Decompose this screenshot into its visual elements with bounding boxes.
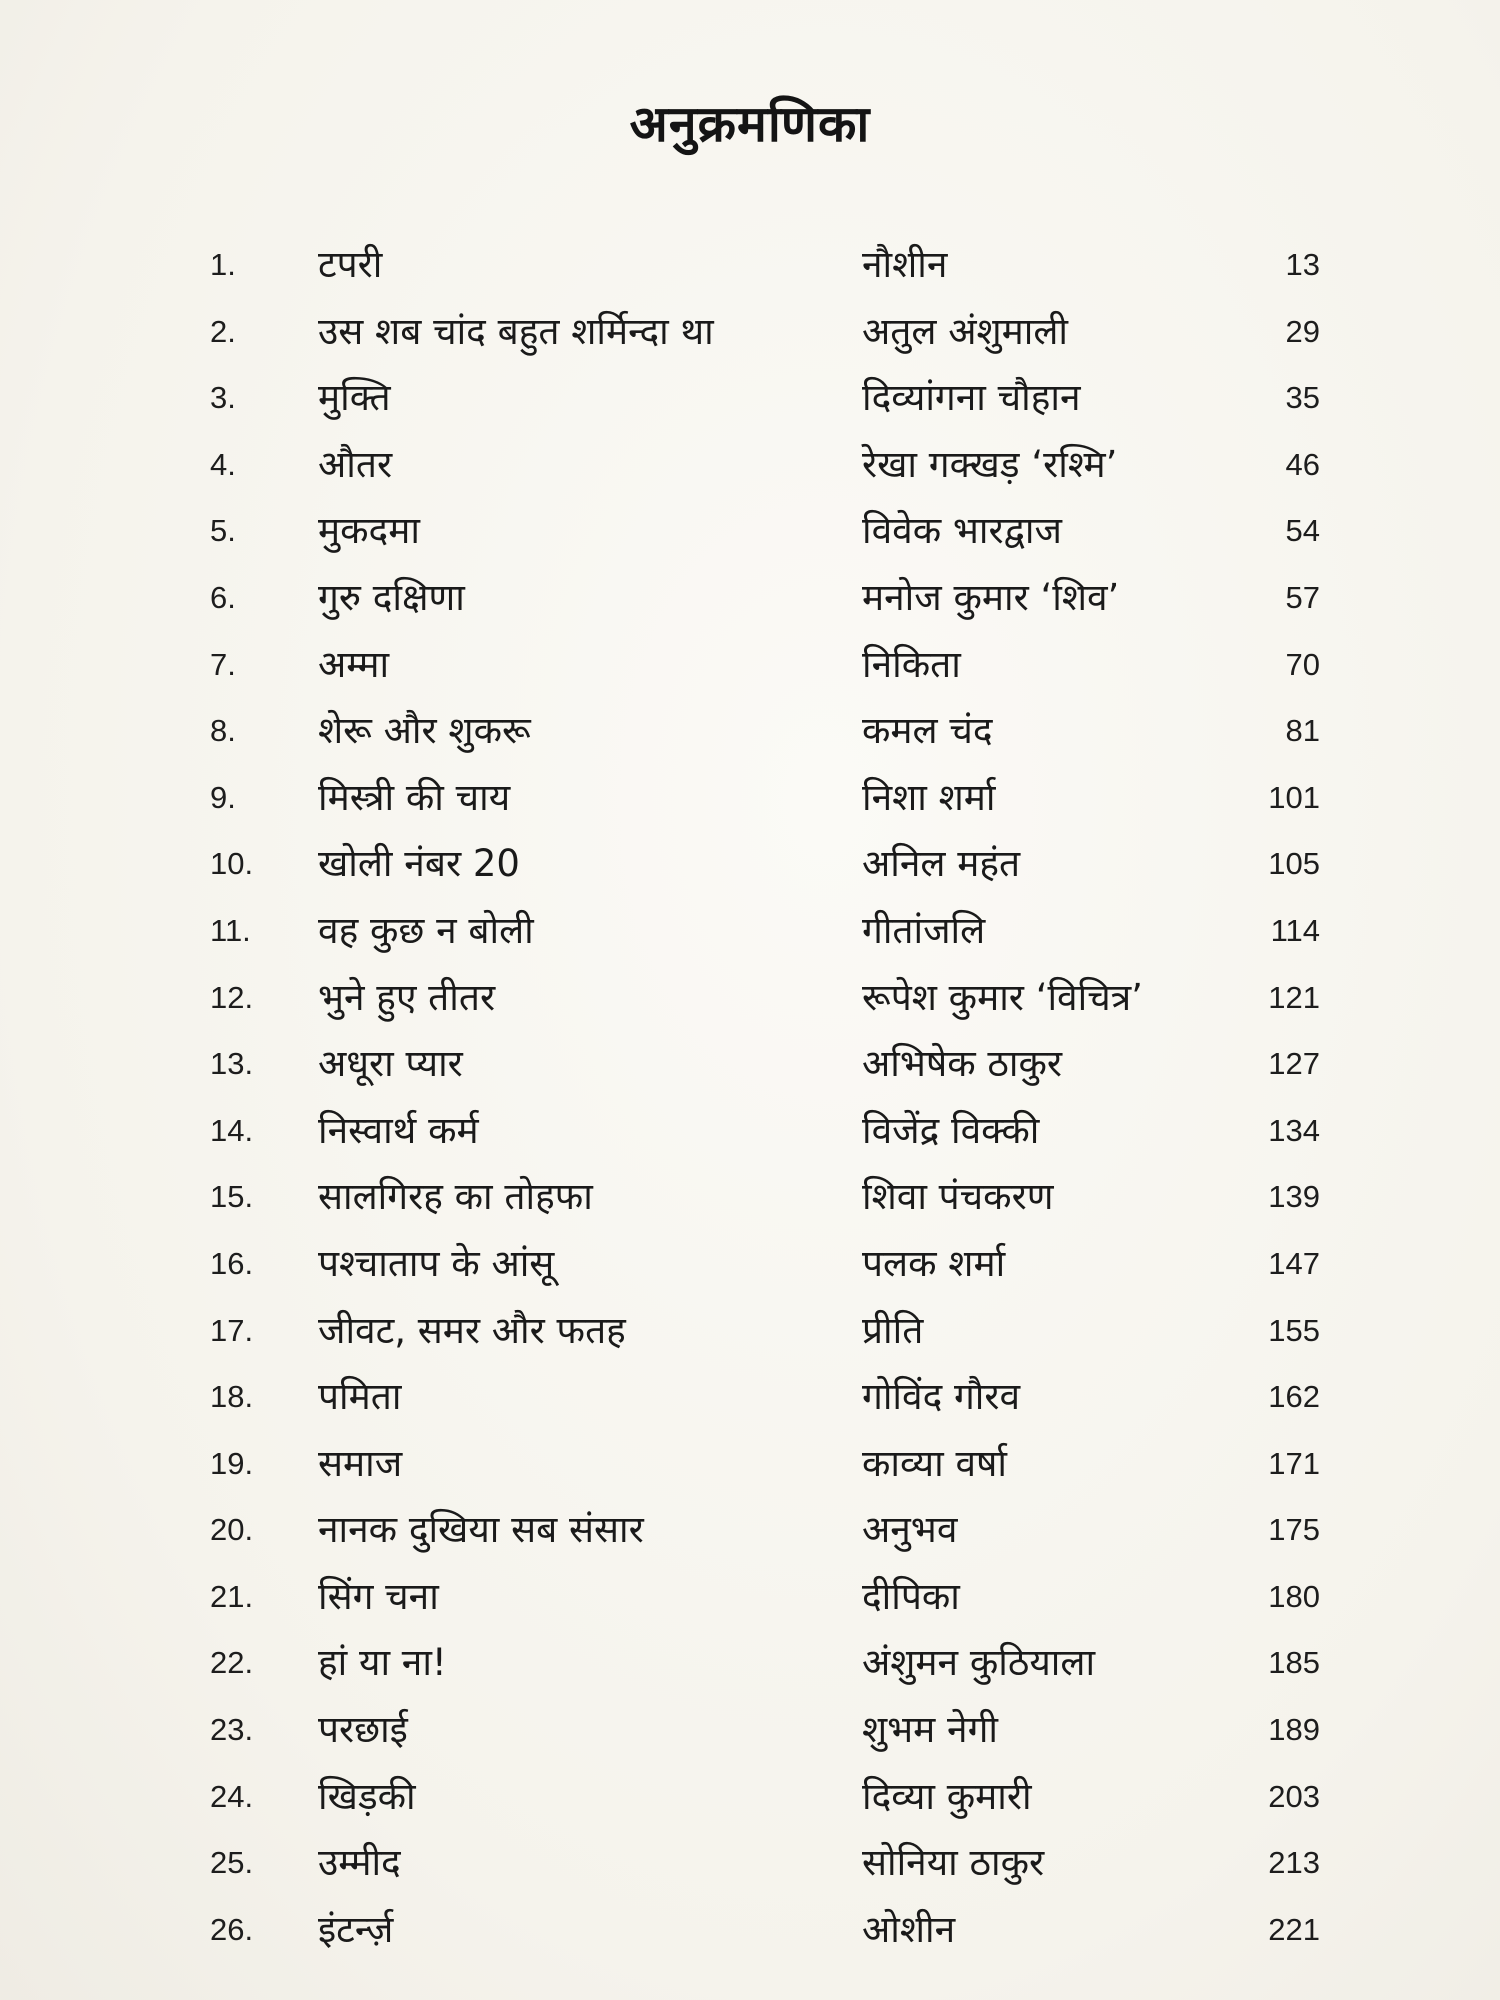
story-title: मिस्त्री की चाय xyxy=(318,775,511,819)
toc-row xyxy=(210,1897,1320,1964)
entry-number: 4. xyxy=(210,446,236,482)
author-name: सोनिया ठाकुर xyxy=(862,1841,1045,1885)
story-title: औतर xyxy=(318,442,393,486)
toc-row xyxy=(210,898,1320,965)
page-number: 221 xyxy=(1268,1911,1320,1947)
page-number: 185 xyxy=(1268,1645,1320,1681)
table-of-contents xyxy=(210,232,1320,1963)
toc-row xyxy=(210,1764,1320,1831)
story-title: उम्मीद xyxy=(318,1841,401,1885)
entry-number: 13. xyxy=(210,1046,254,1082)
page-number: 171 xyxy=(1268,1445,1320,1481)
story-title: सालगिरह का तोहफा xyxy=(318,1175,593,1219)
story-title: गुरु दक्षिणा xyxy=(318,575,465,619)
entry-number: 21. xyxy=(210,1578,254,1614)
author-name: अनिल महंत xyxy=(862,842,1021,886)
toc-row xyxy=(210,565,1320,632)
page-number: 175 xyxy=(1268,1512,1320,1548)
page-number: 29 xyxy=(1285,313,1320,349)
page-number: 13 xyxy=(1285,247,1320,282)
page-number: 134 xyxy=(1268,1112,1320,1148)
entry-number: 3. xyxy=(210,380,236,416)
entry-number: 5. xyxy=(210,513,236,549)
page-number: 101 xyxy=(1268,779,1320,815)
page-number: 54 xyxy=(1285,513,1320,549)
entry-number: 26. xyxy=(210,1911,254,1947)
toc-row xyxy=(210,498,1320,565)
page-number: 180 xyxy=(1268,1578,1320,1614)
page-number: 155 xyxy=(1268,1312,1320,1348)
story-title: टपरी xyxy=(318,243,383,286)
author-name: विजेंद्र विक्की xyxy=(862,1108,1040,1152)
author-name: ओशीन xyxy=(862,1907,956,1951)
story-title: समाज xyxy=(318,1441,403,1485)
story-title: मुक्ति xyxy=(318,376,391,420)
toc-row xyxy=(210,1298,1320,1365)
entry-number: 2. xyxy=(210,313,236,349)
author-name: निकिता xyxy=(862,642,961,686)
entry-number: 25. xyxy=(210,1845,254,1881)
page-number: 105 xyxy=(1268,846,1320,882)
entry-number: 14. xyxy=(210,1112,254,1148)
author-name: कमल चंद xyxy=(862,709,993,753)
toc-row xyxy=(210,698,1320,765)
toc-row xyxy=(210,1431,1320,1498)
story-title: जीवट, समर और फतह xyxy=(318,1308,626,1352)
author-name: अनुभव xyxy=(862,1508,958,1552)
page-number: 35 xyxy=(1285,380,1320,416)
toc-row xyxy=(210,432,1320,499)
entry-number: 17. xyxy=(210,1312,254,1348)
entry-number: 22. xyxy=(210,1645,254,1681)
author-name: दीपिका xyxy=(862,1574,960,1618)
page-number: 203 xyxy=(1268,1778,1320,1814)
toc-row xyxy=(210,365,1320,432)
entry-number: 6. xyxy=(210,579,236,615)
author-name: अंशुमन कुठियाला xyxy=(862,1641,1096,1685)
entry-number: 8. xyxy=(210,713,236,749)
toc-row xyxy=(210,1231,1320,1298)
toc-row xyxy=(210,1364,1320,1431)
page-number: 46 xyxy=(1285,446,1320,482)
toc-row xyxy=(210,965,1320,1032)
page-number: 127 xyxy=(1268,1046,1320,1082)
entry-number: 16. xyxy=(210,1245,254,1281)
author-name: पलक शर्मा xyxy=(862,1241,1006,1285)
toc-row xyxy=(210,1630,1320,1697)
story-title: निस्वार्थ कर्म xyxy=(318,1108,479,1152)
entry-number: 15. xyxy=(210,1179,254,1215)
entry-number: 20. xyxy=(210,1512,254,1548)
page-number: 121 xyxy=(1268,979,1320,1015)
toc-row xyxy=(210,1564,1320,1631)
toc-row xyxy=(210,1164,1320,1231)
entry-number: 24. xyxy=(210,1778,254,1814)
entry-number: 23. xyxy=(210,1712,254,1748)
author-name: दिव्या कुमारी xyxy=(862,1774,1032,1818)
entry-number: 9. xyxy=(210,779,236,815)
story-title: सिंग चना xyxy=(318,1574,439,1618)
story-title: उस शब चांद बहुत शर्मिन्दा था xyxy=(318,309,714,353)
story-title: अम्मा xyxy=(318,642,390,686)
toc-row xyxy=(210,765,1320,832)
author-name: प्रीति xyxy=(862,1308,924,1352)
entry-number: 1. xyxy=(210,247,236,282)
story-title: पमिता xyxy=(318,1375,402,1419)
story-title: खिड़की xyxy=(318,1774,416,1818)
author-name: निशा शर्मा xyxy=(862,775,996,819)
entry-number: 12. xyxy=(210,979,254,1015)
story-title: मुकदमा xyxy=(318,509,420,553)
page-number: 114 xyxy=(1270,912,1320,948)
story-title: खोली नंबर 20 xyxy=(318,842,520,886)
toc-row xyxy=(210,1497,1320,1564)
page-number: 162 xyxy=(1268,1379,1320,1415)
toc-row xyxy=(210,1697,1320,1764)
story-title: अधूरा प्यार xyxy=(318,1042,463,1086)
story-title: शेरू और शुकरू xyxy=(318,709,531,753)
entry-number: 7. xyxy=(210,646,236,682)
story-title: हां या ना! xyxy=(318,1641,447,1685)
page-number: 213 xyxy=(1268,1845,1320,1881)
page-number: 70 xyxy=(1285,646,1320,682)
entry-number: 11. xyxy=(210,912,251,948)
toc-row xyxy=(210,299,1320,366)
author-name: मनोज कुमार ‘शिव’ xyxy=(862,575,1120,619)
entry-number: 18. xyxy=(210,1379,254,1415)
page-number: 81 xyxy=(1285,713,1320,749)
toc-row xyxy=(210,1031,1320,1098)
story-title: इंटर्न्ज़ xyxy=(318,1907,394,1951)
author-name: रेखा गक्खड़ ‘रश्मि’ xyxy=(862,442,1118,486)
page-title: अनुक्रमणिका xyxy=(629,95,871,153)
author-name: नौशीन xyxy=(862,243,948,286)
toc-row xyxy=(210,1098,1320,1165)
author-name: शिवा पंचकरण xyxy=(862,1175,1054,1219)
author-name: अतुल अंशुमाली xyxy=(862,309,1069,353)
story-title: नानक दुखिया सब संसार xyxy=(318,1508,644,1552)
author-name: गीतांजलि xyxy=(862,908,986,952)
author-name: अभिषेक ठाकुर xyxy=(862,1042,1063,1086)
page-number: 147 xyxy=(1268,1245,1320,1281)
story-title: भुने हुए तीतर xyxy=(318,975,496,1019)
toc-row xyxy=(210,831,1320,898)
author-name: विवेक भारद्वाज xyxy=(862,509,1062,553)
story-title: वह कुछ न बोली xyxy=(318,908,534,952)
entry-number: 19. xyxy=(210,1445,254,1481)
toc-row xyxy=(210,632,1320,699)
entry-number: 10. xyxy=(210,846,254,882)
author-name: दिव्यांगना चौहान xyxy=(862,376,1081,420)
page-number: 139 xyxy=(1268,1179,1320,1215)
author-name: काव्या वर्षा xyxy=(862,1441,1007,1485)
author-name: गोविंद गौरव xyxy=(862,1375,1021,1419)
page-number: 57 xyxy=(1285,579,1320,615)
toc-row xyxy=(210,232,1320,299)
story-title: परछाई xyxy=(318,1708,408,1752)
page-number: 189 xyxy=(1268,1712,1320,1748)
story-title: पश्चाताप के आंसू xyxy=(318,1241,555,1285)
toc-row xyxy=(210,1830,1320,1897)
author-name: शुभम नेगी xyxy=(862,1708,999,1752)
author-name: रूपेश कुमार ‘विचित्र’ xyxy=(862,975,1143,1019)
